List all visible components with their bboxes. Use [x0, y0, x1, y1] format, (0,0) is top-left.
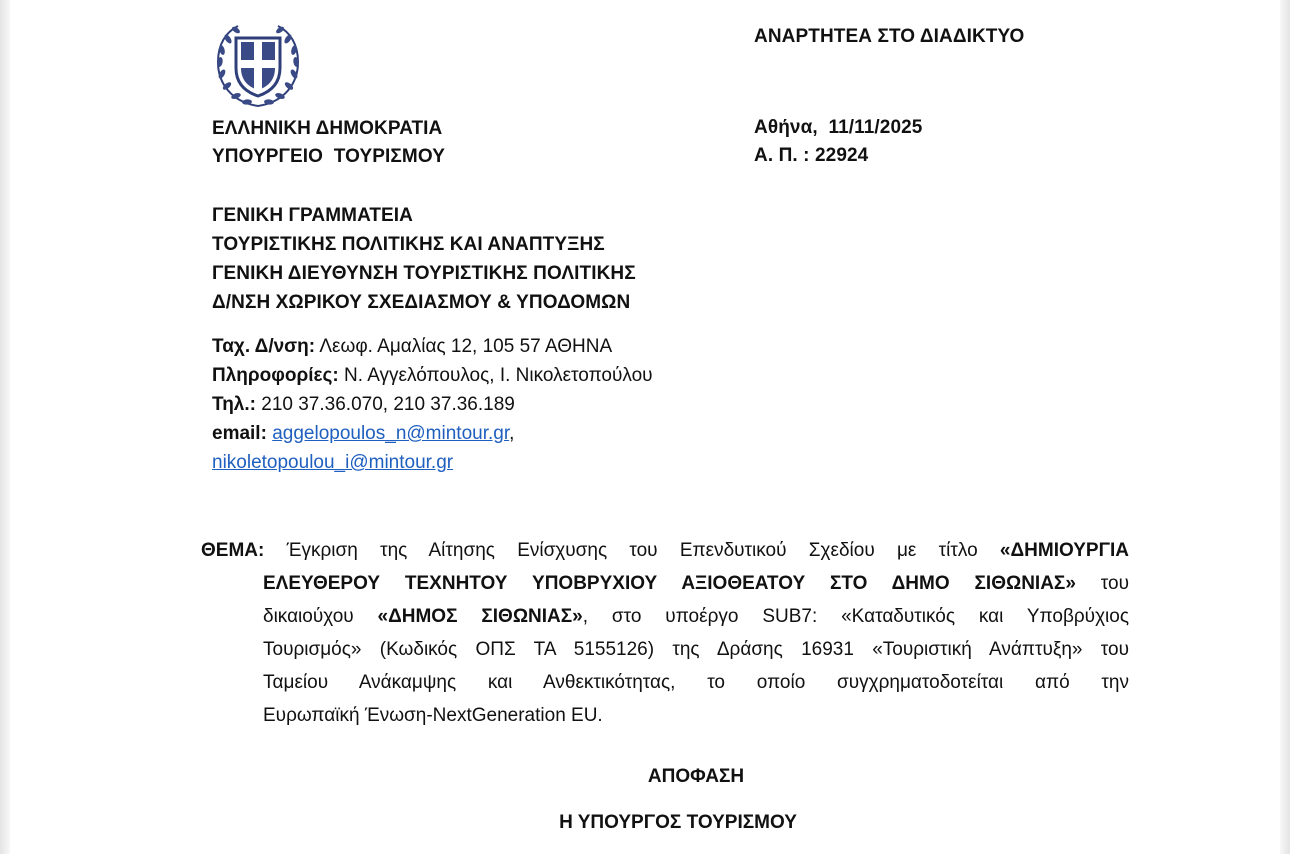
email-separator: ,: [509, 423, 515, 444]
protocol-line: [754, 142, 922, 170]
contact-block: [212, 332, 653, 477]
address-value: Λεωφ. Αμαλίας 12, 105 57 ΑΘΗΝΑ: [315, 336, 613, 357]
subject-text: του: [1100, 573, 1129, 594]
subject-text: Έγκριση της Αίτησης Ενίσχυσης του Επενδυτικού Σχεδίου με τίτλο: [286, 540, 978, 561]
beneficiary-name: «ΔΗΜΟΣ ΣΙΘΩΝΙΑΣ»: [377, 606, 583, 627]
subject-line-2: [201, 567, 1129, 600]
subject-text: Ταμείου Ανάκαμψης και Ανθεκτικότητας, το οποίο συγχρηματοδοτείται από την: [263, 672, 1129, 693]
department-line: ΓΕΝΙΚΗ ΓΡΑΜΜΑΤΕΙΑ: [212, 205, 413, 226]
subject-text: δικαιούχου: [263, 606, 354, 627]
ministry-name: ΥΠΟΥΡΓΕΙΟ ΤΟΥΡΙΣΜΟΥ: [212, 146, 445, 167]
decision-authority: Η ΥΠΟΥΡΓΟΣ ΤΟΥΡΙΣΜΟΥ: [559, 812, 797, 833]
document-date: Αθήνα, 11/11/2025: [754, 117, 923, 138]
phone-label: Τηλ.:: [212, 394, 256, 415]
subject-text: , στο υποέργο SUB7: «Καταδυτικός και Υποβρύχιος: [582, 606, 1129, 627]
subject-text: Τουρισμός» (Κωδικός ΟΠΣ ΤΑ 5155126) της Δράσης 16931 «Τουριστική Ανάπτυξη» του: [263, 639, 1129, 660]
subject-line-1: [201, 534, 1129, 567]
greek-coat-of-arms-icon: [212, 22, 304, 112]
phone-row: [212, 390, 653, 419]
info-value: Ν. Αγγελόπουλος, Ι. Νικολετοπούλου: [338, 365, 653, 386]
address-row: [212, 332, 653, 361]
subject-line-4: [201, 633, 1129, 666]
subject-label: ΘΕΜΑ:: [201, 540, 265, 561]
decision-heading: ΑΠΟΦΑΣΗ: [647, 766, 745, 787]
subject-line-5: [201, 666, 1129, 699]
page-edge-right: [1280, 0, 1290, 854]
email-label: email:: [212, 423, 267, 444]
republic-name: ΕΛΛΗΝΙΚΗ ΔΗΜΟΚΡΑΤΙΑ: [212, 118, 443, 139]
issuing-authority: [212, 115, 445, 171]
date-protocol-block: [754, 114, 922, 170]
subject-line-3: [201, 600, 1129, 633]
phone-value: 210 37.36.070, 210 37.36.189: [255, 394, 515, 415]
subject-line-6: [201, 699, 1129, 732]
subject-paragraph: [201, 534, 1129, 732]
page-edge-left: [0, 0, 10, 854]
protocol-number: 22924: [814, 145, 869, 166]
protocol-label: Α. Π. :: [754, 145, 810, 166]
subject-title-rest: ΕΛΕΥΘΕΡΟΥ ΤΕΧΝΗΤΟΥ ΥΠΟΒΡΥΧΙΟΥ ΑΞΙΟΘΕΑΤΟΥ ΣΤΟ ΔΗΜΟ ΣΙΘΩΝΙΑΣ»: [263, 573, 1076, 594]
email-link-1[interactable]: aggelopoulos_n@mintour.gr: [272, 423, 510, 444]
department-line: Δ/ΝΣΗ ΧΩΡΙΚΟΥ ΣΧΕΔΙΑΣΜΟΥ & ΥΠΟΔΟΜΩΝ: [212, 292, 631, 313]
address-label: Ταχ. Δ/νση:: [212, 336, 316, 357]
department-block: [212, 201, 636, 317]
posting-notice: ΑΝΑΡΤΗΤΕΑ ΣΤΟ ΔΙΑΔΙΚΤΥΟ: [754, 26, 1025, 47]
email-row: [212, 419, 653, 448]
department-line: ΓΕΝΙΚΗ ΔΙΕΥΘΥΝΣΗ ΤΟΥΡΙΣΤΙΚΗΣ ΠΟΛΙΤΙΚΗΣ: [212, 263, 636, 284]
info-row: [212, 361, 653, 390]
email-link-2[interactable]: nikoletopoulou_i@mintour.gr: [212, 452, 454, 473]
info-label: Πληροφορίες:: [212, 365, 339, 386]
department-line: ΤΟΥΡΙΣΤΙΚΗΣ ΠΟΛΙΤΙΚΗΣ ΚΑΙ ΑΝΑΠΤΥΞΗΣ: [212, 234, 605, 255]
subject-title-start: «ΔΗΜΙΟΥΡΓΙΑ: [999, 540, 1129, 561]
subject-text: Ευρωπαϊκή Ένωση-NextGeneration EU.: [263, 705, 603, 726]
email-row-2: [212, 448, 653, 477]
